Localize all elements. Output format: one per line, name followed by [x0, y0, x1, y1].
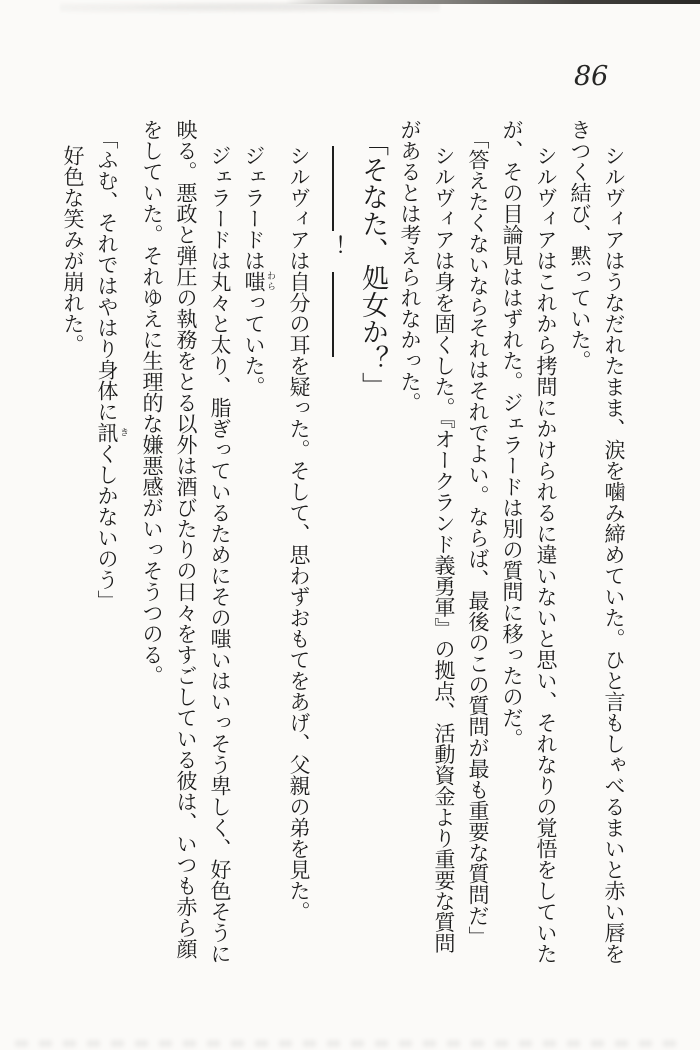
ruby-annotation [95, 422, 128, 443]
text-column: があるとは考えられなかった。 [398, 119, 422, 413]
ruby-annotation [242, 271, 275, 292]
ruby-base: 訊 [95, 422, 119, 443]
text-column: きつく結び、黙っていた。 [568, 119, 592, 371]
exclamation-mark: ！ [320, 235, 346, 257]
text-column-with-ruby [96, 119, 128, 967]
text-column-dialogue: 「答えたくないならそれはそれでよい。ならば、最後のこの質問が最も重要な質問だ」 [466, 128, 490, 947]
text-column: が、その目論見ははずれた。ジェラードは別の質問に移ったのだ。 [500, 119, 524, 749]
page-number: 86 [574, 61, 609, 92]
em-dash-line [332, 272, 334, 357]
vertical-text-block [49, 119, 624, 967]
text-run: くしかないのう」 [95, 443, 119, 611]
text-column: をしていた。それゆえに生理的な嫌悪感がいっそうつのる。 [140, 119, 164, 686]
emphasis-dash-column [322, 119, 344, 899]
em-dash-line [332, 146, 334, 231]
ruby-text: わら [265, 271, 275, 292]
scan-artifact-bleed-through [15, 1040, 685, 1047]
text-column: シルヴィアは身を固くした。『オークランド義勇軍』の拠点、活動資金より重要な質問 [432, 145, 456, 954]
ruby-base: 嗤 [242, 271, 266, 292]
text-run: ジェラードは [242, 145, 266, 271]
scan-artifact-smudge [60, 2, 440, 16]
text-run: 「ふむ、それではやはり身体に [95, 128, 119, 422]
text-column: シルヴィアはうなだれたまま、涙を噛み締めていた。ひと言もしゃべるまいと赤い唇を [602, 145, 626, 964]
text-column: 映る。悪政と弾圧の執務をとる以外は酒びたりの日々をすごしている彼は、いつも赤ら顔 [174, 119, 198, 959]
text-run: っていた。 [242, 292, 266, 397]
text-column: 好色な笑みが崩れた。 [61, 145, 85, 355]
text-column-emphasized-dialogue: 「そなた、処女か？」 [357, 129, 388, 399]
text-column: シルヴィアはこれから拷問にかけられるに違いないと思い、それなりの覚悟をしていた [534, 145, 558, 964]
ruby-text: き [118, 422, 128, 443]
text-column-with-ruby [243, 119, 275, 967]
text-column: シルヴィアは自分の耳を疑った。そして、思わずおもてをあげ、父親の弟を見た。 [287, 145, 311, 922]
text-column: ジェラードは丸々と太り、脂ぎっているためにその嗤いはいっそう卑しく、好色そうに [208, 145, 232, 964]
